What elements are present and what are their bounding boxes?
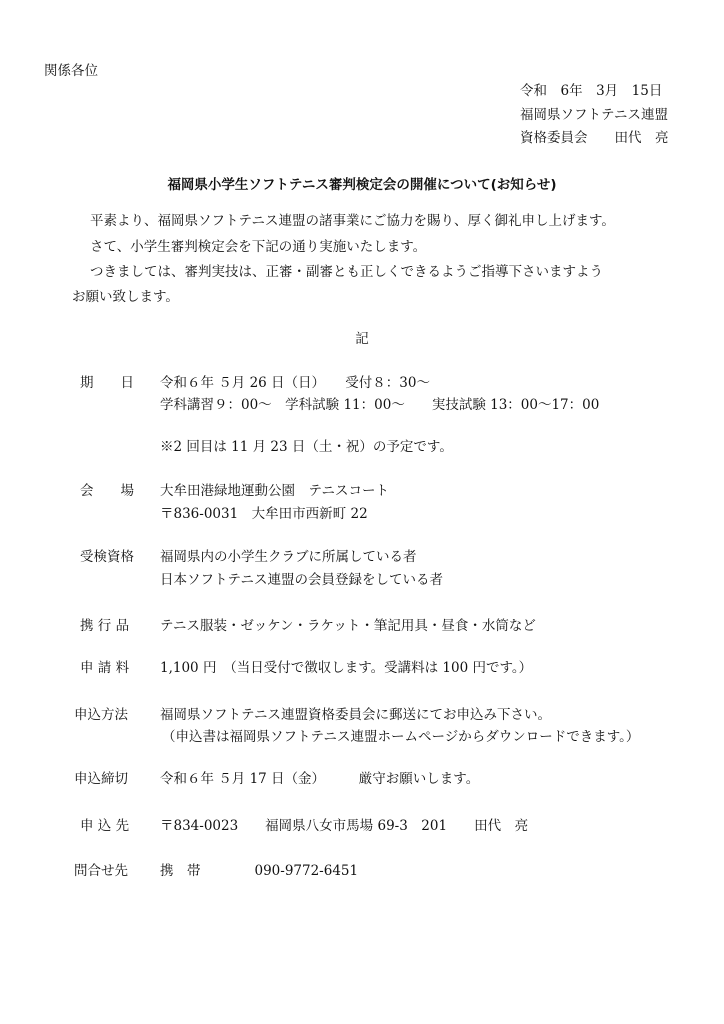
item-eligibility-line1: 福岡県内の小学生クラブに所属している者 bbox=[160, 549, 417, 565]
item-bring-line1: テニス服装・ゼッケン・ラケット・筆記用具・昼食・水筒など bbox=[160, 618, 536, 634]
item-date-label: 期 日 bbox=[80, 375, 134, 391]
item-venue-line1: 大牟田港緑地運動公園 テニスコート bbox=[160, 483, 389, 499]
item-address-label: 申 込 先 bbox=[80, 818, 130, 834]
item-fee-line1: 1,100 円 （当日受付で徴収します。受講料は 100 円です。） bbox=[160, 660, 533, 676]
organization: 福岡県ソフトテニス連盟 bbox=[520, 107, 668, 123]
item-eligibility-label: 受検資格 bbox=[80, 549, 134, 565]
body-line-1: 平素より、福岡県ソフトテニス連盟の諸事業にご協力を賜り、厚く御礼申し上げます。 bbox=[90, 213, 615, 229]
recipient: 関係各位 bbox=[44, 63, 98, 79]
issue-date: 令和 6年 3月 15日 bbox=[520, 83, 663, 99]
body-line-2: さて、小学生審判検定会を下記の通り実施いたします。 bbox=[90, 239, 427, 255]
item-method-label: 申込方法 bbox=[74, 707, 128, 723]
item-address-line1: 〒834-0023 福岡県八女市馬場 69-3 201 田代 亮 bbox=[160, 818, 529, 834]
item-method-line2: （申込書は福岡県ソフトテニス連盟ホームページからダウンロードできます。） bbox=[162, 729, 640, 745]
item-venue-line2: 〒836-0031 大牟田市西新町 22 bbox=[160, 506, 368, 522]
item-method-line1: 福岡県ソフトテニス連盟資格委員会に郵送にてお申込み下さい。 bbox=[160, 707, 551, 723]
item-deadline-line1: 令和６年 ５月 17 日（金） 厳守お願いします。 bbox=[160, 771, 480, 787]
item-date-line2: 学科講習９：00〜 学科試験 11：00〜 実技試験 13：00〜17：00 bbox=[160, 397, 600, 413]
item-fee-label: 申 請 料 bbox=[80, 660, 130, 676]
item-date-line1: 令和６年 ５月 26 日（日） 受付８：30〜 bbox=[160, 375, 430, 391]
body-line-3: つきましては、審判実技は、正審・副審とも正しくできるようご指導下さいますよう bbox=[90, 264, 603, 280]
item-venue-label: 会 場 bbox=[80, 483, 134, 499]
item-date-note: ※2 回目は 11 月 23 日（土・祝）の予定です。 bbox=[160, 439, 453, 455]
document-title: 福岡県小学生ソフトテニス審判検定会の開催について(お知らせ) bbox=[167, 177, 557, 193]
body-line-4: お願い致します。 bbox=[72, 289, 179, 305]
ki-heading: 記 bbox=[355, 331, 369, 347]
item-bring-label: 携 行 品 bbox=[80, 618, 130, 634]
item-contact-line1: 携 帯 090-9772-6451 bbox=[160, 863, 359, 879]
committee-signature: 資格委員会 田代 亮 bbox=[520, 130, 669, 146]
item-deadline-label: 申込締切 bbox=[74, 771, 128, 787]
item-contact-label: 問合せ先 bbox=[74, 863, 128, 879]
item-eligibility-line2: 日本ソフトテニス連盟の会員登録をしている者 bbox=[160, 572, 443, 588]
